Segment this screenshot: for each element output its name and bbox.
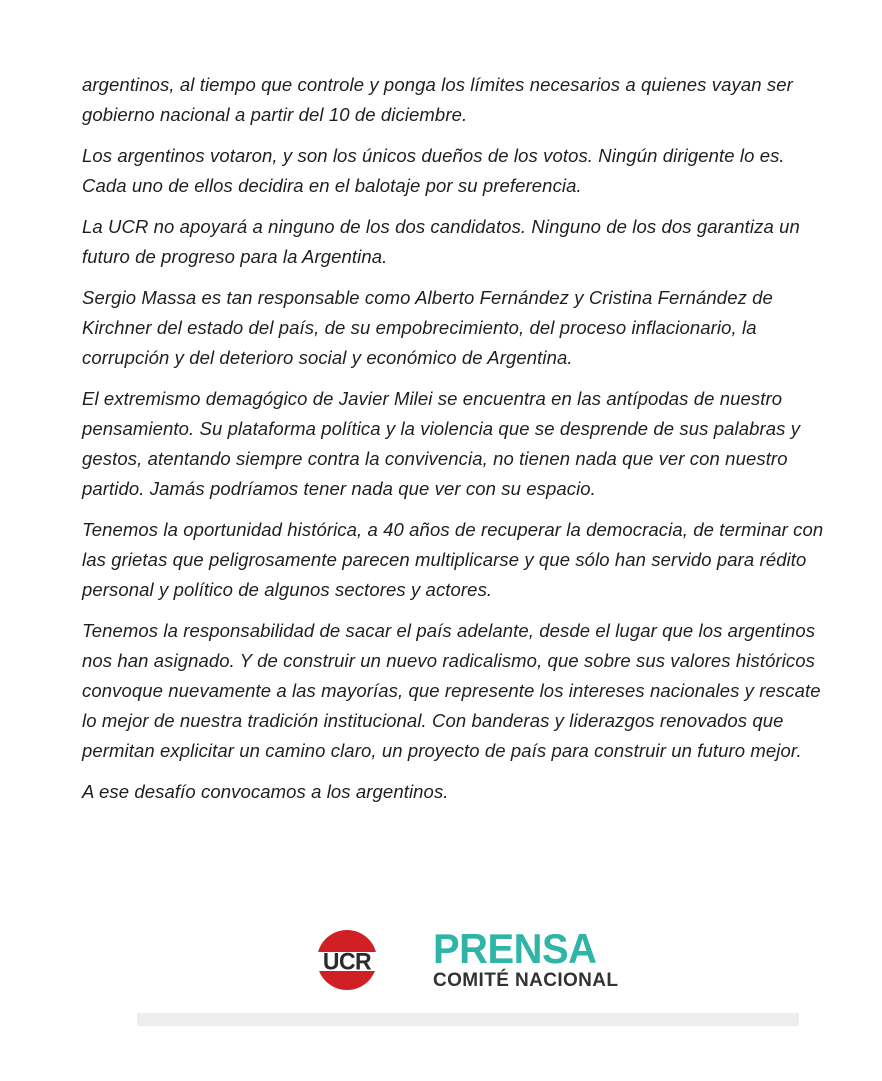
prensa-title: PRENSA bbox=[433, 925, 597, 972]
press-release-body bbox=[82, 70, 828, 818]
footer-logo bbox=[317, 925, 619, 991]
ucr-white-stripe bbox=[315, 947, 379, 975]
paragraph: Sergio Massa es tan responsable como Alberto Fernández y Cristina Fernández de Kirchner del estado del país, de su empobrecimiento, del proceso inflacionario, la corrupción y del deterioro social y económico de Argentina. bbox=[82, 287, 773, 368]
paragraph: Tenemos la responsabilidad de sacar el país adelante, desde el lugar que los argentinos nos han asignado. Y de construir un nuevo radicalismo, que sobre sus valores históricos convoque nuevamente a las mayorías, que represente los intereses nacionales y rescate lo mejor de nuestra tradición institucional. Con banderas y liderazgos renovados que permitan explicitar un camino claro, un proyecto de país para construir un futuro mejor. bbox=[82, 620, 821, 761]
paragraph: La UCR no apoyará a ninguno de los dos candidatos. Ninguno de los dos garantiza un futuro de progreso para la Argentina. bbox=[82, 216, 800, 267]
footer-divider-bar bbox=[137, 1013, 799, 1026]
paragraph: Los argentinos votaron, y son los únicos dueños de los votos. Ningún dirigente lo es. Cada uno de ellos decidira en el balotaje por su preferencia. bbox=[82, 145, 785, 196]
prensa-wordmark bbox=[433, 925, 619, 991]
paragraph: El extremismo demagógico de Javier Milei se encuentra en las antípodas de nuestro pensamiento. Su plataforma política y la violencia que se desprende de sus palabras y gestos, atentando siempre contra la convivencia, no tienen nada que ver con nuestro partido. Jamás podríamos tener nada que ver con su espacio. bbox=[82, 388, 801, 499]
paragraph: argentinos, al tiempo que controle y ponga los límites necesarios a quienes vayan ser gobierno nacional a partir del 10 de diciembre. bbox=[82, 74, 793, 125]
ucr-logo-icon bbox=[317, 930, 377, 990]
paragraph: A ese desafío convocamos a los argentinos. bbox=[82, 781, 449, 802]
paragraph: Tenemos la oportunidad histórica, a 40 años de recuperar la democracia, de terminar con las grietas que peligrosamente parecen multiplicarse y que sólo han servido para rédito personal y político de algunos sectores y actores. bbox=[82, 519, 824, 600]
comite-nacional-subtitle: COMITÉ NACIONAL bbox=[433, 970, 619, 991]
ucr-logo-label: UCR bbox=[322, 947, 372, 975]
